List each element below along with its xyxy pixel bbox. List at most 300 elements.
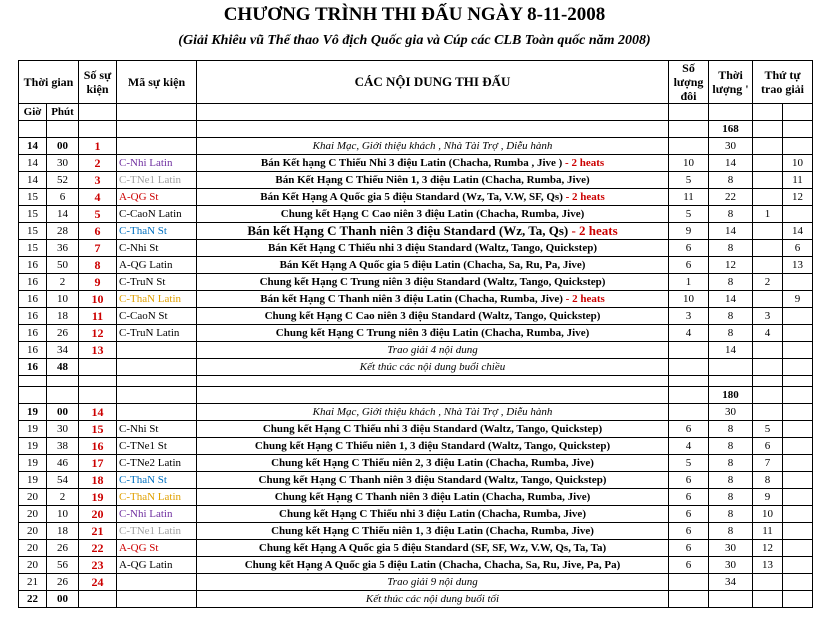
event-number-cell <box>79 359 117 376</box>
pairs-cell: 4 <box>669 438 709 455</box>
hour-cell: 15 <box>19 240 47 257</box>
event-number-cell: 9 <box>79 274 117 291</box>
award-order-cell-2 <box>783 540 813 557</box>
award-order-cell-2: 9 <box>783 291 813 308</box>
event-code-cell <box>117 404 197 421</box>
header-time: Thời gian <box>19 61 79 104</box>
award-order-cell-2 <box>783 138 813 155</box>
table-row <box>19 404 813 421</box>
event-content-text: Chung kết Hạng C Cao niên 3 điệu Standard (Waltz, Tango, Quickstep) <box>264 310 601 322</box>
event-content-cell <box>197 387 669 404</box>
minute-cell: 14 <box>47 206 79 223</box>
event-code-cell <box>117 387 197 404</box>
header-row <box>19 61 813 104</box>
subheader-row <box>19 104 813 121</box>
event-content-cell <box>197 308 669 325</box>
event-content-cell <box>197 206 669 223</box>
pairs-cell <box>669 342 709 359</box>
event-code-cell: A-QG St <box>117 189 197 206</box>
event-content-text: Bán Kết Hạng A Quốc gia 5 điệu Latin (Chacha, Sa, Ru, Pa, Jive) <box>279 259 586 271</box>
heats-note: - 2 heats <box>565 191 605 203</box>
event-content-cell <box>197 591 669 608</box>
duration-cell: 8 <box>709 325 753 342</box>
table-row <box>19 155 813 172</box>
award-order-cell <box>753 189 783 206</box>
pairs-cell: 11 <box>669 189 709 206</box>
award-order-cell <box>753 591 783 608</box>
award-order-cell: 3 <box>753 308 783 325</box>
event-number-cell: 17 <box>79 455 117 472</box>
award-order-cell <box>753 172 783 189</box>
table-row <box>19 472 813 489</box>
award-order-cell: 10 <box>753 506 783 523</box>
table-row <box>19 189 813 206</box>
event-number-cell: 2 <box>79 155 117 172</box>
event-content-cell <box>197 540 669 557</box>
duration-cell: 168 <box>709 121 753 138</box>
hour-cell: 16 <box>19 291 47 308</box>
award-order-cell: 4 <box>753 325 783 342</box>
event-content-cell <box>197 421 669 438</box>
event-content-text: Chung kết Hạng A Quốc gia 5 điệu Latin (Chacha, Chacha, Sa, Ru, Jive, Pa, Pa) <box>244 559 621 571</box>
hour-cell: 15 <box>19 223 47 240</box>
event-code-cell: C-Nhi St <box>117 240 197 257</box>
minute-cell: 26 <box>47 574 79 591</box>
table-row <box>19 421 813 438</box>
table-row <box>19 506 813 523</box>
event-content-cell <box>197 155 669 172</box>
duration-cell <box>709 359 753 376</box>
event-number-cell: 6 <box>79 223 117 240</box>
pairs-cell: 3 <box>669 308 709 325</box>
award-order-cell-2 <box>783 359 813 376</box>
minute-cell: 48 <box>47 359 79 376</box>
table-row <box>19 138 813 155</box>
duration-cell: 8 <box>709 308 753 325</box>
award-order-cell-2 <box>783 489 813 506</box>
pairs-cell: 5 <box>669 455 709 472</box>
award-order-cell-2 <box>783 404 813 421</box>
hour-cell: 20 <box>19 523 47 540</box>
event-content-cell <box>197 291 669 308</box>
hour-cell: 15 <box>19 189 47 206</box>
event-number-cell: 13 <box>79 342 117 359</box>
minute-cell: 30 <box>47 155 79 172</box>
hour-cell: 16 <box>19 274 47 291</box>
pairs-cell: 6 <box>669 540 709 557</box>
award-order-cell-2: 14 <box>783 223 813 240</box>
minute-cell: 46 <box>47 455 79 472</box>
event-code-cell: C-Nhi Latin <box>117 155 197 172</box>
event-content-text: Khai Mạc, Giới thiệu khách , Nhà Tài Trợ , Diễu hành <box>312 406 553 418</box>
pairs-cell: 6 <box>669 506 709 523</box>
event-content-text: Chung kết Hạng C Thanh niên 3 điệu Latin (Chacha, Rumba, Jive) <box>274 491 591 503</box>
duration-cell: 30 <box>709 138 753 155</box>
event-content-cell <box>197 274 669 291</box>
pairs-cell: 1 <box>669 274 709 291</box>
hour-cell: 20 <box>19 540 47 557</box>
award-order-cell-2 <box>783 591 813 608</box>
table-row <box>19 557 813 574</box>
award-order-cell-2: 12 <box>783 189 813 206</box>
pairs-cell <box>669 404 709 421</box>
event-code-cell: C-ThaN Latin <box>117 291 197 308</box>
pairs-cell: 6 <box>669 257 709 274</box>
header-event-number: Số sự kiện <box>79 61 117 104</box>
minute-cell: 2 <box>47 274 79 291</box>
page-title: CHƯƠNG TRÌNH THI ĐẤU NGÀY 8-11-2008 <box>223 4 606 25</box>
minute-cell: 34 <box>47 342 79 359</box>
event-number-cell: 24 <box>79 574 117 591</box>
award-order-cell <box>753 257 783 274</box>
event-number-cell: 15 <box>79 421 117 438</box>
award-order-cell <box>753 121 783 138</box>
duration-cell: 14 <box>709 223 753 240</box>
table-row <box>19 223 813 240</box>
award-order-cell: 8 <box>753 472 783 489</box>
award-order-cell-2 <box>783 472 813 489</box>
event-number-cell: 16 <box>79 438 117 455</box>
duration-cell: 30 <box>709 540 753 557</box>
header-hour: Giờ <box>19 104 47 121</box>
event-content-cell <box>197 121 669 138</box>
minute-cell: 00 <box>47 404 79 421</box>
table-row <box>19 523 813 540</box>
event-content-text: Chung kết Hạng C Trung niên 3 điệu Latin (Chacha, Rumba, Jive) <box>275 327 590 339</box>
hour-cell: 22 <box>19 591 47 608</box>
duration-cell: 12 <box>709 257 753 274</box>
award-order-cell: 6 <box>753 438 783 455</box>
duration-cell: 8 <box>709 206 753 223</box>
pairs-cell: 9 <box>669 223 709 240</box>
award-order-cell-2 <box>783 274 813 291</box>
hour-cell: 14 <box>19 155 47 172</box>
pairs-cell <box>669 574 709 591</box>
duration-cell: 14 <box>709 291 753 308</box>
award-order-cell: 7 <box>753 455 783 472</box>
schedule-table <box>18 60 813 608</box>
event-number-cell: 12 <box>79 325 117 342</box>
award-order-cell: 13 <box>753 557 783 574</box>
event-code-cell: A-QG St <box>117 540 197 557</box>
event-content-cell <box>197 472 669 489</box>
event-content-cell <box>197 489 669 506</box>
duration-cell: 180 <box>709 387 753 404</box>
event-code-cell: C-ThaN Latin <box>117 489 197 506</box>
award-order-cell <box>753 342 783 359</box>
minute-cell: 56 <box>47 557 79 574</box>
hour-cell: 14 <box>19 172 47 189</box>
table-row <box>19 455 813 472</box>
event-number-cell: 22 <box>79 540 117 557</box>
duration-cell: 30 <box>709 404 753 421</box>
duration-cell: 14 <box>709 155 753 172</box>
duration-cell: 8 <box>709 438 753 455</box>
pairs-cell: 6 <box>669 489 709 506</box>
duration-cell: 22 <box>709 189 753 206</box>
award-order-cell-2 <box>783 342 813 359</box>
event-content-text: Trao giải 4 nội dung <box>387 344 478 356</box>
event-content-cell <box>197 189 669 206</box>
award-order-cell: 5 <box>753 421 783 438</box>
event-code-cell: C-CaoN Latin <box>117 206 197 223</box>
award-order-cell-2 <box>783 325 813 342</box>
event-content-cell <box>197 359 669 376</box>
event-content-text: Bán kết Hạng C Thanh niên 3 điệu Latin (Chacha, Rumba, Jive) <box>260 293 566 305</box>
award-order-cell: 9 <box>753 489 783 506</box>
event-number-cell: 10 <box>79 291 117 308</box>
event-number-cell <box>79 591 117 608</box>
pairs-cell: 6 <box>669 421 709 438</box>
event-code-cell <box>117 121 197 138</box>
minute-cell: 26 <box>47 540 79 557</box>
event-content-text: Chung kết Hạng A Quốc gia 5 điệu Standard (SF, SF, Wz, V.W, Qs, Ta, Ta) <box>258 542 607 554</box>
event-code-cell: C-CaoN St <box>117 308 197 325</box>
minute-cell: 10 <box>47 506 79 523</box>
event-number-cell: 19 <box>79 489 117 506</box>
duration-cell <box>709 591 753 608</box>
hour-cell: 19 <box>19 438 47 455</box>
event-content-text: Chung kết Hạng C Thiếu niên 2, 3 điệu Latin (Chacha, Rumba, Jive) <box>271 457 594 469</box>
header-award-order: Thứ tự trao giải <box>753 61 813 104</box>
hour-cell: 16 <box>19 308 47 325</box>
award-order-cell <box>753 359 783 376</box>
minute-cell: 00 <box>47 591 79 608</box>
event-code-cell <box>117 342 197 359</box>
hour-cell: 16 <box>19 359 47 376</box>
event-number-cell: 3 <box>79 172 117 189</box>
event-content-cell <box>197 557 669 574</box>
table-row <box>19 489 813 506</box>
award-order-cell-2: 10 <box>783 155 813 172</box>
header-minute: Phút <box>47 104 79 121</box>
hour-cell <box>19 121 47 138</box>
pairs-cell: 6 <box>669 240 709 257</box>
table-row <box>19 325 813 342</box>
pairs-cell <box>669 121 709 138</box>
award-order-cell: 1 <box>753 206 783 223</box>
duration-cell: 8 <box>709 455 753 472</box>
event-content-text: Khai Mạc, Giới thiệu khách , Nhà Tài Trợ , Diễu hành <box>312 140 553 152</box>
event-content-cell <box>197 455 669 472</box>
award-order-cell <box>753 155 783 172</box>
event-content-cell <box>197 574 669 591</box>
award-order-cell-2 <box>783 121 813 138</box>
event-content-text: Chung kết Hạng C Trung niên 3 điệu Standard (Waltz, Tango, Quickstep) <box>259 276 606 288</box>
minute-cell: 52 <box>47 172 79 189</box>
hour-cell: 19 <box>19 421 47 438</box>
event-number-cell <box>79 387 117 404</box>
pairs-cell: 10 <box>669 155 709 172</box>
event-content-text: Bán Kết Hạng C Thiếu Niên 1, 3 điệu Latin (Chacha, Rumba, Jive) <box>275 174 590 186</box>
header-duration: Thời lượng ' <box>709 61 753 104</box>
duration-cell: 8 <box>709 472 753 489</box>
duration-cell: 8 <box>709 506 753 523</box>
schedule-body <box>19 121 813 608</box>
event-content-text: Bán Kết hạng C Thiếu Nhi 3 điệu Latin (Chacha, Rumba , Jive ) <box>260 157 566 169</box>
event-content-text: Chung kết Hạng C Thiếu nhi 3 điệu Latin (Chacha, Rumba, Jive) <box>279 508 586 520</box>
pairs-cell <box>669 138 709 155</box>
event-content-cell <box>197 223 669 240</box>
pairs-cell: 6 <box>669 472 709 489</box>
event-number-cell: 23 <box>79 557 117 574</box>
event-content-cell <box>197 342 669 359</box>
event-code-cell: C-Nhi Latin <box>117 506 197 523</box>
award-order-cell <box>753 404 783 421</box>
minute-cell: 26 <box>47 325 79 342</box>
award-order-cell-2: 6 <box>783 240 813 257</box>
event-number-cell: 7 <box>79 240 117 257</box>
award-order-cell-2 <box>783 557 813 574</box>
event-number-cell: 11 <box>79 308 117 325</box>
event-content-text: Kết thúc các nội dung buổi tối <box>365 593 500 605</box>
table-row <box>19 308 813 325</box>
award-order-cell-2: 13 <box>783 257 813 274</box>
event-content-text: Kết thúc các nội dung buổi chiều <box>359 361 506 373</box>
table-row <box>19 121 813 138</box>
event-number-cell <box>79 121 117 138</box>
event-code-cell <box>117 591 197 608</box>
event-code-cell: C-TNe1 Latin <box>117 172 197 189</box>
event-content-text: Trao giải 9 nội dung <box>387 576 478 588</box>
award-order-cell: 12 <box>753 540 783 557</box>
minute-cell: 2 <box>47 489 79 506</box>
event-content-text: Chung kết Hạng C Thiếu niên 1, 3 điệu Latin (Chacha, Rumba, Jive) <box>271 525 594 537</box>
header-event-code: Mã sự kiện <box>117 61 197 104</box>
pairs-cell: 10 <box>669 291 709 308</box>
event-content-cell <box>197 240 669 257</box>
duration-cell: 8 <box>709 240 753 257</box>
event-code-cell: C-TruN Latin <box>117 325 197 342</box>
event-content-text: Bán kết Hạng C Thanh niên 3 điệu Standard (Wz, Ta, Qs) <box>247 223 572 238</box>
award-order-cell-2 <box>783 421 813 438</box>
award-order-cell <box>753 138 783 155</box>
hour-cell: 16 <box>19 257 47 274</box>
award-order-cell-2 <box>783 523 813 540</box>
event-content-text: Chung kết Hạng C Cao niên 3 điệu Latin (Chacha, Rumba, Jive) <box>280 208 585 220</box>
event-content-text: Chung kết Hạng C Thanh niên 3 điệu Standard (Waltz, Tango, Quickstep) <box>258 474 607 486</box>
table-row <box>19 240 813 257</box>
duration-cell: 8 <box>709 421 753 438</box>
event-content-cell <box>197 438 669 455</box>
minute-cell: 00 <box>47 138 79 155</box>
table-row <box>19 342 813 359</box>
event-number-cell: 4 <box>79 189 117 206</box>
event-code-cell: A-QG Latin <box>117 557 197 574</box>
duration-cell: 8 <box>709 274 753 291</box>
table-row <box>19 438 813 455</box>
award-order-cell: 11 <box>753 523 783 540</box>
event-code-cell <box>117 138 197 155</box>
hour-cell: 19 <box>19 455 47 472</box>
event-content-cell <box>197 523 669 540</box>
hour-cell: 16 <box>19 325 47 342</box>
duration-cell: 8 <box>709 489 753 506</box>
hour-cell: 19 <box>19 404 47 421</box>
event-content-cell <box>197 506 669 523</box>
event-content-cell <box>197 257 669 274</box>
award-order-cell <box>753 387 783 404</box>
hour-cell: 21 <box>19 574 47 591</box>
event-code-cell: C-TruN St <box>117 274 197 291</box>
duration-cell: 8 <box>709 523 753 540</box>
award-order-cell <box>753 240 783 257</box>
award-order-cell-2 <box>783 308 813 325</box>
hour-cell: 14 <box>19 138 47 155</box>
award-order-cell <box>753 223 783 240</box>
pairs-cell <box>669 359 709 376</box>
award-order-cell-2 <box>783 574 813 591</box>
table-row <box>19 540 813 557</box>
event-code-cell: C-ThaN St <box>117 223 197 240</box>
pairs-cell <box>669 591 709 608</box>
minute-cell: 18 <box>47 523 79 540</box>
heats-note: - 2 heats <box>571 223 618 238</box>
minute-cell: 50 <box>47 257 79 274</box>
event-content-cell <box>197 172 669 189</box>
table-row <box>19 257 813 274</box>
event-number-cell: 8 <box>79 257 117 274</box>
hour-cell: 16 <box>19 342 47 359</box>
minute-cell: 30 <box>47 421 79 438</box>
table-row <box>19 359 813 376</box>
event-code-cell: C-Nhi St <box>117 421 197 438</box>
award-order-cell-2 <box>783 206 813 223</box>
table-row <box>19 574 813 591</box>
event-content-text: Bán Kết Hạng A Quốc gia 5 điệu Standard (Wz, Ta, V.W, SF, Qs) <box>260 191 566 203</box>
minute-cell: 18 <box>47 308 79 325</box>
minute-cell: 54 <box>47 472 79 489</box>
event-content-text: Bán Kết Hạng C Thiếu nhi 3 điệu Standard (Waltz, Tango, Quickstep) <box>268 242 597 254</box>
minute-cell <box>47 387 79 404</box>
pairs-cell: 5 <box>669 206 709 223</box>
event-number-cell: 21 <box>79 523 117 540</box>
table-row <box>19 172 813 189</box>
minute-cell <box>47 121 79 138</box>
event-content-text: Chung kết Hạng C Thiếu niên 1, 3 điệu Standard (Waltz, Tango, Quickstep) <box>254 440 611 452</box>
pairs-cell <box>669 387 709 404</box>
award-order-cell-2 <box>783 506 813 523</box>
table-row <box>19 376 813 387</box>
event-content-cell <box>197 325 669 342</box>
award-order-cell-2 <box>783 387 813 404</box>
duration-cell: 14 <box>709 342 753 359</box>
event-number-cell: 5 <box>79 206 117 223</box>
hour-cell: 15 <box>19 206 47 223</box>
duration-cell: 30 <box>709 557 753 574</box>
table-row <box>19 206 813 223</box>
event-code-cell: A-QG Latin <box>117 257 197 274</box>
award-order-cell <box>753 574 783 591</box>
page-subtitle: (Giải Khiêu vũ Thể thao Vô địch Quốc gia và Cúp các CLB Toàn quốc năm 2008) <box>178 33 651 48</box>
pairs-cell: 6 <box>669 557 709 574</box>
event-code-cell: C-ThaN St <box>117 472 197 489</box>
event-number-cell: 20 <box>79 506 117 523</box>
award-order-cell-2 <box>783 438 813 455</box>
header-content: CÁC NỘI DUNG THI ĐẤU <box>197 61 669 104</box>
table-row <box>19 591 813 608</box>
minute-cell: 6 <box>47 189 79 206</box>
award-order-cell <box>753 291 783 308</box>
pairs-cell: 6 <box>669 523 709 540</box>
award-order-cell-2: 11 <box>783 172 813 189</box>
event-number-cell: 18 <box>79 472 117 489</box>
award-order-cell-2 <box>783 455 813 472</box>
event-code-cell: C-TNe1 St <box>117 438 197 455</box>
event-number-cell: 14 <box>79 404 117 421</box>
duration-cell: 34 <box>709 574 753 591</box>
table-row <box>19 387 813 404</box>
